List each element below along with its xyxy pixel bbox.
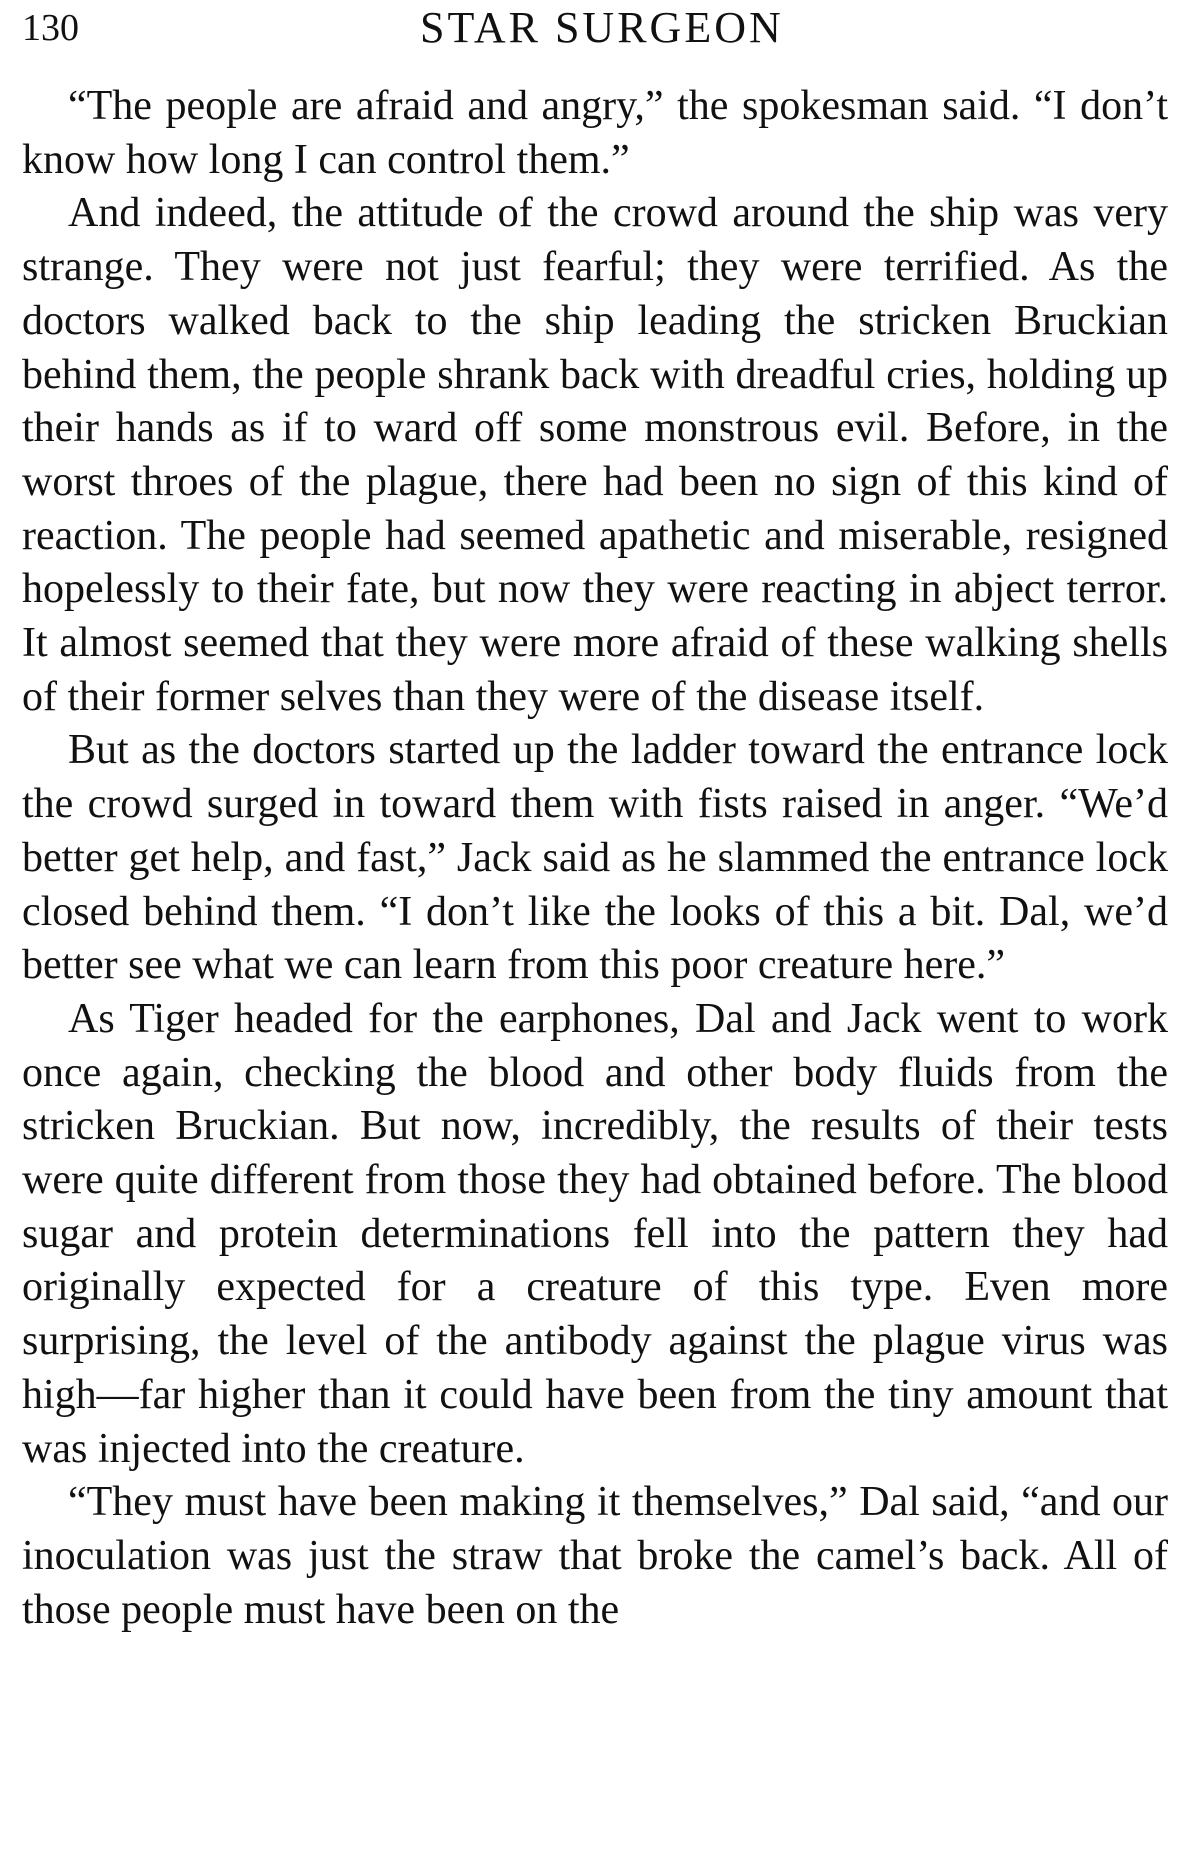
paragraph-5: “They must have been making it themselves,” Dal said, “and our inoculation was just the straw that broke the camel’s back. All of those people must have been on the — [22, 1479, 1168, 1633]
page-number: 130 — [22, 7, 79, 49]
book-title: STAR SURGEON — [420, 3, 784, 52]
paragraph-1: “The people are afraid and angry,” the spokesman said. “I don’t know how long I can control them.” — [22, 83, 1168, 183]
body-text — [22, 80, 1168, 1637]
paragraph-3: But as the doctors started up the ladder toward the entrance lock the crowd surged in toward them with fists raised in anger. “We’d better get help, and fast,” Jack said as he slammed the entrance lock closed behind them. “I don’t like the looks of this a bit. Dal, we’d better see what we can learn from this poor creature here.” — [22, 727, 1168, 989]
paragraph-2: And indeed, the attitude of the crowd around the ship was very strange. They were not just fearful; they were terrified. As the doctors walked back to the ship leading the stricken Bruckian behind them, the people shrank back with dreadful cries, holding up their hands as if to ward off some monstrous evil. Before, in the worst throes of the plague, there had been no sign of this kind of reaction. The people had seemed apathetic and miserable, resigned hopelessly to their fate, but now they were reacting in abject terror. It almost seemed that they were more afraid of these walking shells of their former selves than they were of the disease itself. — [22, 190, 1168, 720]
running-head — [22, 4, 1170, 64]
paragraph-4: As Tiger headed for the earphones, Dal and Jack went to work once again, checking the blood and other body fluids from the stricken Bruckian. But now, incredibly, the results of their tests were quite different from those they had obtained before. The blood sugar and protein determinations fell into the pattern they had originally expected for a creature of this type. Even more surprising, the level of the antibody against the plague virus was high—far higher than it could have been from the tiny amount that was injected into the creature. — [22, 995, 1168, 1472]
